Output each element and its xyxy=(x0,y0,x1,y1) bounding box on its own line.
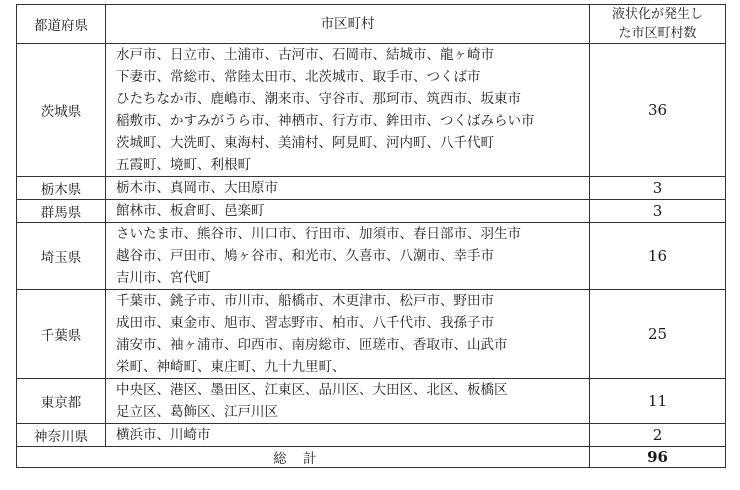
municipality-line: 五霞町、境町、利根町 xyxy=(116,157,251,173)
prefecture-cell: 神奈川県 xyxy=(17,424,106,447)
municipality-line: 水戸市、日立市、土浦市、古河市、石岡市、結城市、龍ヶ崎市 xyxy=(116,47,494,63)
table-row xyxy=(17,379,726,424)
table-row xyxy=(17,200,726,223)
table-row xyxy=(17,44,726,177)
table-body xyxy=(17,44,726,447)
count-cell: 25 xyxy=(590,290,726,379)
municipalities-cell xyxy=(106,379,590,424)
count-cell: 3 xyxy=(590,200,726,223)
municipality-line: 下妻市、常総市、常陸太田市、北茨城市、取手市、つくば市 xyxy=(116,69,481,85)
count-cell: 16 xyxy=(590,223,726,290)
table-row xyxy=(17,424,726,447)
total-value: 96 xyxy=(590,447,726,468)
header-count-line1: 液状化が発生し xyxy=(611,7,703,22)
total-label: 総計 xyxy=(17,447,590,468)
municipalities-cell xyxy=(106,424,590,447)
table-row xyxy=(17,177,726,200)
header-prefecture: 都道府県 xyxy=(17,5,106,44)
municipalities-cell xyxy=(106,200,590,223)
municipality-line: 足立区、葛飾区、江戸川区 xyxy=(116,404,278,420)
municipalities-cell xyxy=(106,223,590,290)
count-cell: 36 xyxy=(590,44,726,177)
municipality-line: さいたま市、熊谷市、川口市、行田市、加須市、春日部市、羽生市 xyxy=(116,226,521,242)
header-count-line2: た市区町村数 xyxy=(618,26,697,41)
header-municipalities: 市区町村 xyxy=(106,5,590,44)
prefecture-cell: 埼玉県 xyxy=(17,223,106,290)
municipalities-cell xyxy=(106,177,590,200)
municipality-line: 横浜市、川崎市 xyxy=(116,427,211,443)
prefecture-cell: 茨城県 xyxy=(17,44,106,177)
municipalities-cell xyxy=(106,290,590,379)
table-row xyxy=(17,290,726,379)
municipality-line: 茨城町、大洗町、東海村、美浦村、阿見町、河内町、八千代町 xyxy=(116,135,494,151)
municipality-line: 浦安市、袖ヶ浦市、印西市、南房総市、匝瑳市、香取市、山武市 xyxy=(116,337,508,353)
total-row xyxy=(17,447,726,468)
header-row xyxy=(17,5,726,44)
municipality-line: 成田市、東金市、旭市、習志野市、柏市、八千代市、我孫子市 xyxy=(116,315,494,331)
table-row xyxy=(17,223,726,290)
prefecture-cell: 群馬県 xyxy=(17,200,106,223)
municipality-line: 吉川市、宮代町 xyxy=(116,270,211,286)
municipality-line: 栃木市、真岡市、大田原市 xyxy=(116,180,278,196)
prefecture-cell: 東京都 xyxy=(17,379,106,424)
municipality-line: 越谷市、戸田市、鳩ヶ谷市、和光市、久喜市、八潮市、幸手市 xyxy=(116,248,494,264)
municipality-line: 千葉市、銚子市、市川市、船橋市、木更津市、松戸市、野田市 xyxy=(116,293,494,309)
liquefaction-table xyxy=(16,4,726,468)
count-cell: 2 xyxy=(590,424,726,447)
municipality-line: 栄町、神崎町、東庄町、九十九里町、 xyxy=(116,359,346,375)
prefecture-cell: 千葉県 xyxy=(17,290,106,379)
prefecture-cell: 栃木県 xyxy=(17,177,106,200)
count-cell: 11 xyxy=(590,379,726,424)
municipality-line: 館林市、板倉町、邑楽町 xyxy=(116,203,265,219)
count-cell: 3 xyxy=(590,177,726,200)
municipality-line: ひたちなか市、鹿嶋市、潮来市、守谷市、那珂市、筑西市、坂東市 xyxy=(116,91,521,107)
header-count xyxy=(590,5,726,44)
municipality-line: 稲敷市、かすみがうら市、神栖市、行方市、鉾田市、つくばみらい市 xyxy=(116,113,535,129)
municipalities-cell xyxy=(106,44,590,177)
municipality-line: 中央区、港区、墨田区、江東区、品川区、大田区、北区、板橋区 xyxy=(116,382,508,398)
